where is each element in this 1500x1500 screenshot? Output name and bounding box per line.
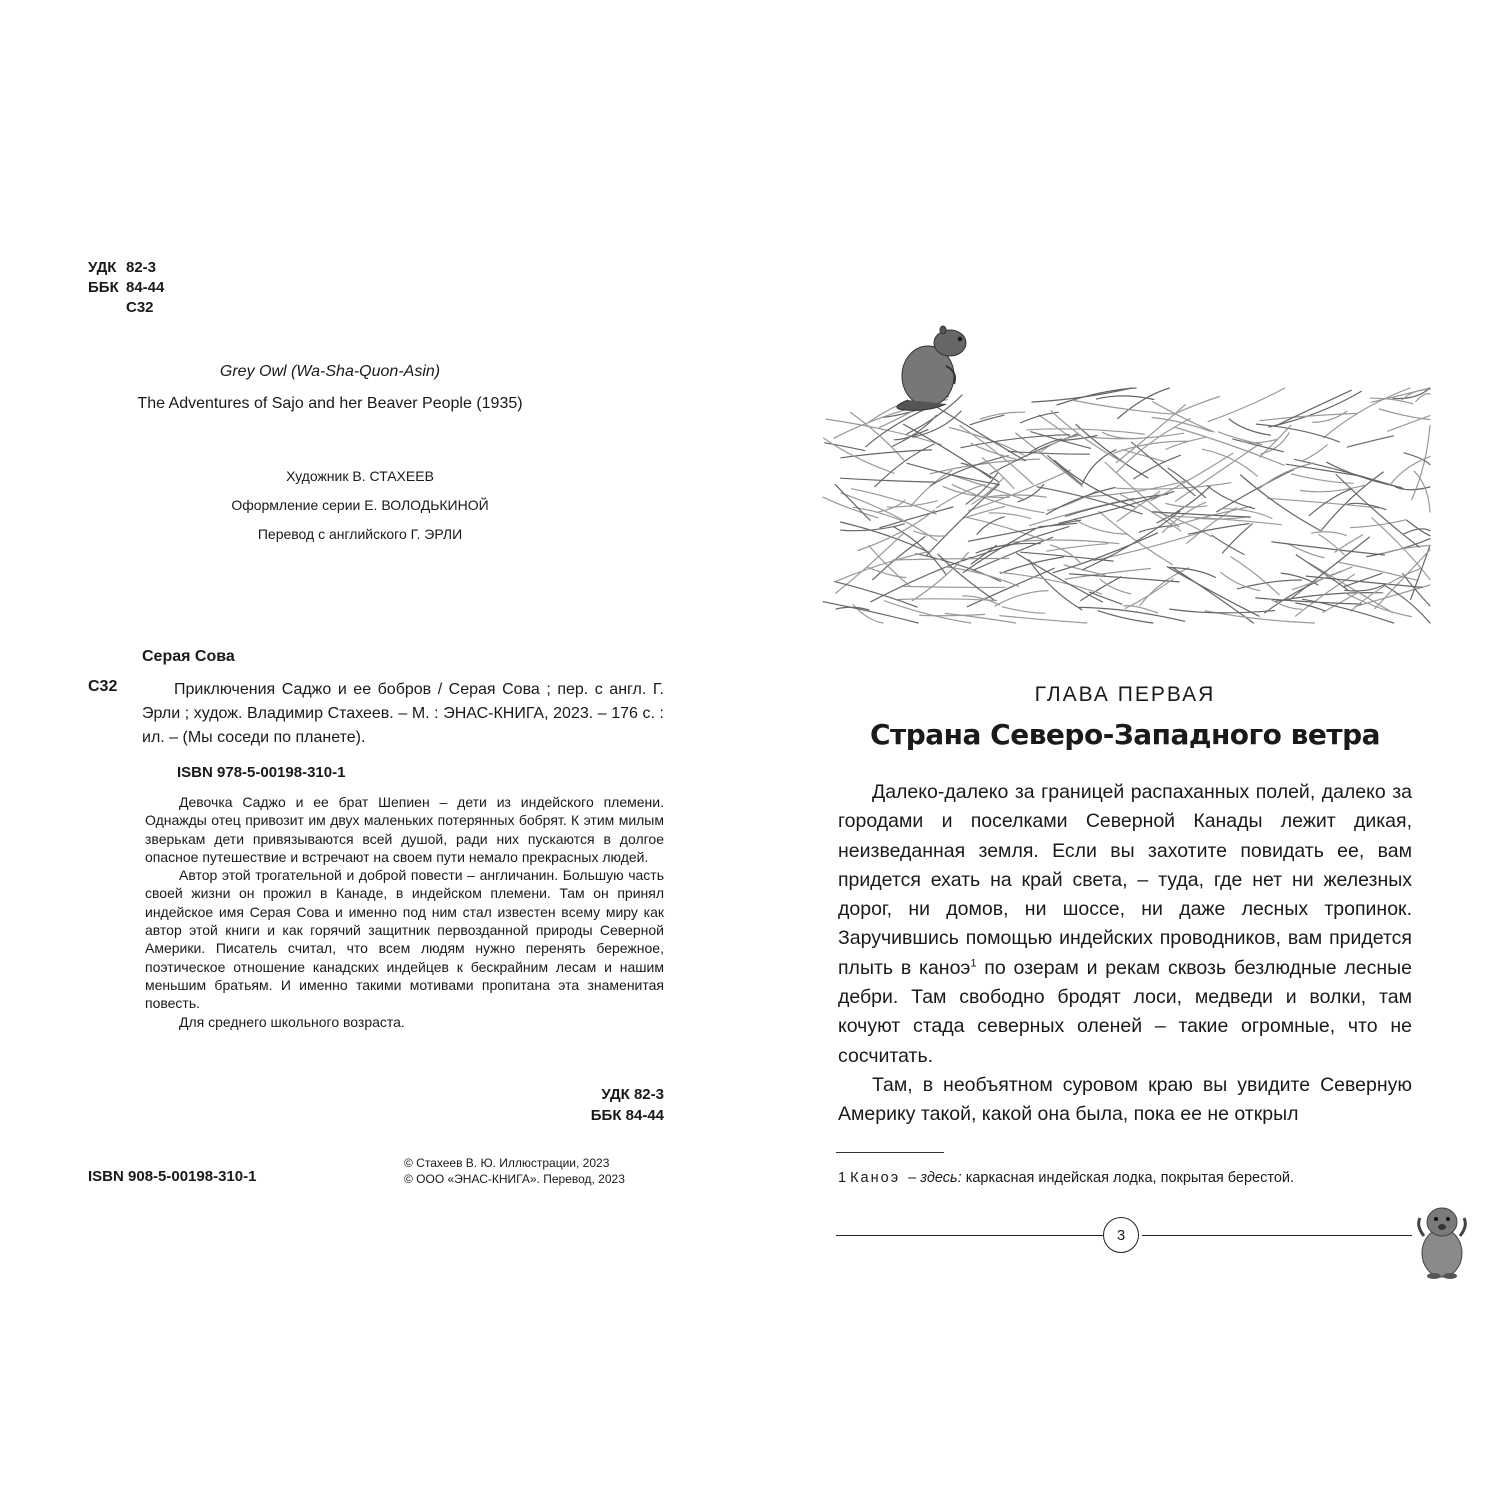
lodge-stick [1002,607,1044,614]
lodge-stick [1208,388,1285,422]
original-title: The Adventures of Sajo and her Beaver People (1935) [137,395,523,412]
credits-block [180,462,540,549]
lodge-stick [1407,520,1430,536]
lodge-stick [1335,535,1363,553]
lodge-stick [1070,574,1180,582]
udk-value: 82-3 [126,259,157,276]
copyright-illustrations: © Стахеев В. Ю. Иллюстрации, 2023 [404,1156,610,1170]
udk-row [88,258,164,278]
annotation [145,793,664,1031]
lodge-stick [1223,524,1253,553]
biblio-code: С32 [88,678,118,695]
lodge-stick [976,543,1040,553]
credit-translator: Перевод с английского Г. ЭРЛИ [257,526,463,542]
udk-bottom: УДК 82-3 [601,1086,664,1103]
lodge-stick [841,478,935,482]
lodge-stick [1172,516,1282,525]
lodge-stick [1229,419,1270,435]
lodge-stick [927,484,1000,555]
lodge-stick [1202,449,1257,476]
lodge-stick [1114,441,1189,453]
annotation-paragraph: Для среднего школьного возраста. [179,1013,405,1030]
footnote-divider [836,1152,944,1153]
lodge-stick [837,551,932,581]
lodge-stick [1207,486,1255,509]
chapter-title: Страна Северо-Западного ветра [869,718,1381,751]
biblio-author: Серая Сова [142,648,235,665]
author-sign-key [88,298,126,318]
footnote-word: Каноэ [850,1170,901,1186]
beaver-icon [1412,1198,1472,1280]
beaver-on-lodge-icon [818,318,1433,638]
lodge-stick [1048,456,1082,485]
copyright-translation: © ООО «ЭНАС-КНИГА». Перевод, 2023 [404,1172,625,1186]
lodge-stick [1187,508,1237,544]
paragraph-1-part-b: по озерам и рекам сквозь безлюдные лесные дебри. Там свободно бродят лоси, медведи и волки, там кочуют стада северных оленей – такие огромные, что не сосчитать. [838,956,1412,1067]
lodge-stick [869,546,910,586]
footnote-mark[interactable]: 1 [970,957,977,970]
lodge-stick [823,602,918,623]
lodge-stick [1021,412,1059,423]
footnote-number: 1 [838,1170,847,1186]
bbk-row [88,278,164,298]
lodge-stick [1312,532,1347,536]
footnote-dash: – [904,1170,921,1186]
lodge-stick [1327,462,1401,487]
udk-key: УДК [88,259,117,276]
lodge-stick [914,531,947,536]
original-edition-block [120,358,540,418]
lodge-stick [868,567,907,577]
lodge-stick [946,567,1019,586]
lodge-stick [880,507,953,528]
lodge-stick [825,443,865,451]
chapter-label: ГЛАВА ПЕРВАЯ [1034,683,1216,706]
lodge-stick [1309,563,1393,613]
page-rule-left [836,1235,1103,1236]
lodge-stick [1116,405,1185,463]
original-author: Grey Owl (Wa-Sha-Quon-Asin) [219,363,441,380]
lodge-stick [1065,569,1150,580]
lodge-stick [968,520,1080,541]
lodge-stick [1170,609,1275,613]
lodge-stick [923,399,1025,461]
copyright-block [404,1155,664,1187]
lodge-stick [1260,413,1358,420]
lodge-stick [903,586,1005,587]
lodge-stick [1059,492,1174,524]
body-paragraph [838,778,1412,1071]
lodge-stick [1324,388,1411,438]
udk-block-bottom [480,1084,664,1126]
lodge-stick [1048,490,1099,510]
lodge-stick [995,591,1048,607]
lodge-stick [1132,442,1196,496]
body-paragraph: Там, в необъятном суровом краю вы увидите Северную Америку такой, какой она была, пока ее не открыл [838,1073,1412,1126]
lodge-stick [1388,416,1430,432]
bbk-key: ББК [88,279,119,296]
lodge-stick [1269,391,1361,427]
lodge-stick [1347,436,1393,447]
lodge-stick [1375,550,1430,609]
lodge-stick [1125,579,1173,609]
lodge-stick [1166,437,1206,449]
credit-design: Оформление серии Е. ВОЛОДЬКИНОЙ [231,497,489,513]
lodge-stick [989,513,1030,518]
lodge-stick [1030,439,1062,453]
lodge-stick [1302,445,1328,462]
lodge-stick [1272,542,1385,555]
lodge-stick [1000,616,1087,623]
lodge-stick [1152,512,1250,517]
lodge-stick [1075,519,1128,534]
lodge-stick [1174,427,1284,465]
lodge-stick [1098,611,1153,623]
bbk-value: 84-44 [126,279,165,296]
lodge-stick [1088,433,1183,439]
lodge-stick [1176,397,1219,414]
lodge-stick [1256,598,1362,604]
lodge-stick [1118,388,1170,419]
lodge-stick [1261,433,1289,454]
lodge-stick [1260,425,1291,457]
footnote-here: здесь: [920,1170,962,1186]
lodge-stick [1274,390,1351,426]
lodge-stick [893,558,1009,560]
lodge-stick [1039,415,1070,436]
lodge-stick [1057,388,1136,405]
lodge-stick [916,554,1001,582]
lodge-stick [1167,567,1259,617]
beaver-figure [897,326,966,410]
lodge-stick [1031,432,1091,449]
chapter-body [838,778,1412,1130]
footnote [838,1170,1418,1186]
lodge-stick [853,507,904,522]
udk-block-top [88,258,164,318]
bbk-bottom: ББК 84-44 [590,1107,664,1124]
isbn-bottom: ISBN 908-5-00198-310-1 [88,1168,257,1185]
lodge-stick [1414,471,1430,512]
annotation-paragraph: Девочка Саджо и ее брат Шепиен – дети из индейского племени. Однажды отец привозит им двух маленьких потерянных бобрят. К этим милым зверькам дети привязываются всей душой, ради них пускаются в долгое опасное путешествие и встречают на своем пути немало прекрасных людей. [145,794,664,865]
lodge-stick [1319,535,1345,555]
lodge-stick [910,470,952,506]
paragraph-1-part-a: Далеко-далеко за границей распаханных полей, далеко за городами и поселками Северной Канады лежит дикая, неизведанная земля. Если вы захотите повидать ее, вам придется ехать на край света, – туда, где нет ни железных дорог, ни домов, ни шоссе, ни даже лесных тропинок. Заручившись помощью индейских проводников, вам придется плыть в каноэ [838,781,1412,979]
footnote-text: каркасная индейская лодка, покрытая берестой. [965,1170,1295,1186]
author-sign-value: С32 [126,299,154,316]
author-sign-row [88,298,164,318]
page-rule-right [1142,1235,1412,1236]
isbn-main: ISBN 978-5-00198-310-1 [177,764,346,781]
lodge-stick [1217,470,1294,512]
lodge-stick [1336,475,1419,548]
lodge-stick [1212,535,1244,554]
biblio-description: Приключения Саджо и ее бобров / Серая Сова ; пер. с англ. Г. Эрли ; худож. Владимир Стахеев. – М. : ЭНАС-КНИГА, 2023. – 176 с. : ил. – (Мы соседи по планете). [142,681,664,746]
lodge-stick [1300,485,1365,491]
page-number: 3 [1103,1217,1139,1253]
lodge-stick [884,601,970,623]
lodge-stick [930,459,1040,474]
annotation-paragraph: Автор этой трогательной и доброй повести – англичанин. Большую часть своей жизни он прожил в Канаде, в индейском племени. Там он принял индейское имя Серая Сова и именно под ним стал известен всему миру как автор этой книги и как горячий защитник первозданной природы Северной Америки. Писатель считал, что всем людям нужно перенять бережное, поэтическое отношение канадских индейцев к бескрайним лесам и нашим меньшим братьям. И именно такими мотивами пропитана эта знаменитая повесть. [145,867,664,1012]
credit-illustrator: Художник В. СТАХЕЕВ [286,468,434,484]
lodge-stick [1051,545,1080,563]
